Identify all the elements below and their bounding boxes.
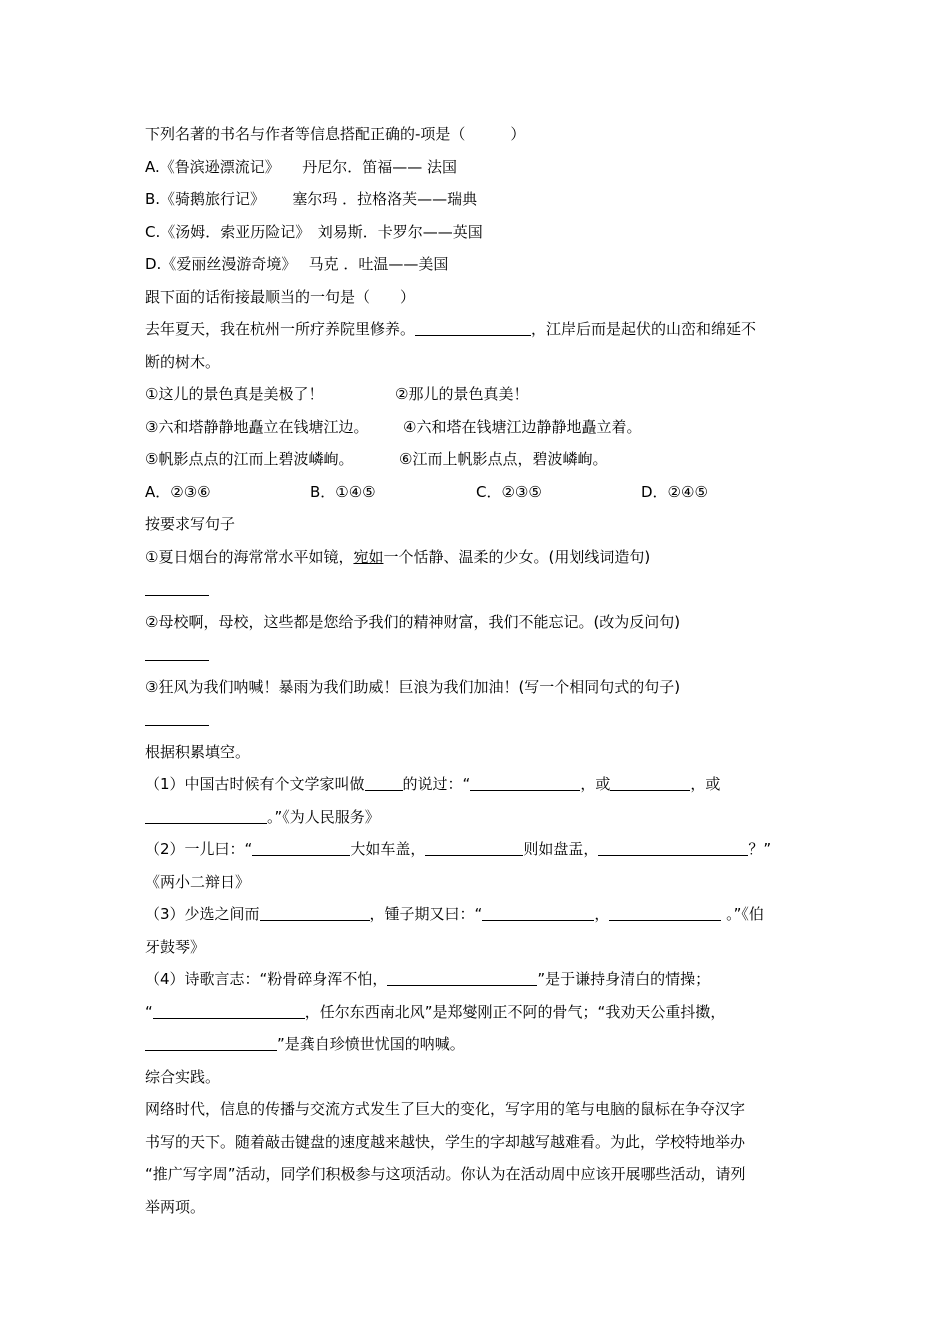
- q2-choice-c: C．②③⑤: [476, 482, 542, 501]
- q1-option-c: C.《汤姆．索亚历险记》 刘易斯．卡罗尔——英国: [145, 222, 483, 241]
- q4-p2-text-b: 大如车盖，: [350, 840, 426, 858]
- q3-s1-part-a: ①夏日烟台的海常常水平如镜，: [145, 547, 354, 566]
- q2-items-row1: [145, 378, 813, 411]
- q2-choices-row: [145, 476, 813, 509]
- q3-stem: 按要求写句子: [145, 515, 236, 533]
- q4-p1-blank-1[interactable]: [365, 772, 403, 791]
- q2-choice-a: A．②③⑥: [145, 482, 211, 501]
- q4-p3-text-d: 。”《伯: [721, 905, 764, 923]
- q3-answer-line-2: [145, 638, 813, 671]
- q4-p2-text-c: 则如盘盂，: [523, 840, 599, 858]
- q4-part4-line3: [145, 1028, 813, 1061]
- q3-answer-blank-1[interactable]: [145, 577, 209, 596]
- q1-stem: 下列名著的书名与作者等信息搭配正确的-项是（ ）: [145, 125, 526, 143]
- q3-answer-line-3: [145, 703, 813, 736]
- q4-p4-blank-1[interactable]: [387, 967, 537, 986]
- q3-sentence-2: ②母校啊，母校，这些都是您给予我们的精神财富，我们不能忘记。(改为反问句): [145, 612, 681, 631]
- q3-answer-line-1: [145, 573, 813, 606]
- q4-part3-line1: [145, 898, 813, 931]
- q4-p4-text-b: ”是于谦持身清白的情操；: [537, 970, 711, 988]
- q1-option-a: A.《鲁滨逊漂流记》 丹尼尔．笛福—— 法国: [145, 157, 458, 176]
- q4-part2-line1: [145, 833, 813, 866]
- q4-p1-text-b: 的说过：“: [402, 775, 471, 793]
- q4-p2-blank-3[interactable]: [598, 837, 748, 856]
- q4-p1-blank-3[interactable]: [610, 772, 690, 791]
- q4-p4-text-d: ，任尔东西南北风”是郑燮刚正不阿的骨气；“我劝天公重抖擞，: [304, 1002, 726, 1021]
- q2-item-2: ②那儿的景色真美！: [395, 385, 529, 403]
- q4-p1-text-c: ，或: [580, 775, 611, 793]
- q4-p1-text-d: ，或: [690, 775, 721, 793]
- q2-passage-a: 去年夏天，我在杭州一所疗养院里修养。: [145, 320, 416, 338]
- q4-p2-text-a: （2）一儿曰：“: [145, 840, 253, 858]
- q4-p3-blank-3[interactable]: [609, 902, 721, 921]
- q4-p1-blank-4[interactable]: [145, 805, 267, 824]
- q4-p4-text-e: ”是龚自珍愤世忧国的呐喊。: [277, 1035, 465, 1053]
- q2-item-6: ⑥江而上帆影点点，碧波嶙峋。: [399, 450, 608, 468]
- q4-p2-blank-2[interactable]: [425, 837, 523, 856]
- q5-paragraph-line1: 网络时代，信息的传播与交流方式发生了巨大的变化，写字用的笔与电脑的鼠标在争夺汉字: [145, 1100, 746, 1118]
- q4-p2-blank-1[interactable]: [252, 837, 350, 856]
- q4-p4-blank-2[interactable]: [153, 1000, 305, 1019]
- q2-answer-blank[interactable]: [415, 317, 531, 336]
- q4-p3-blank-1[interactable]: [260, 902, 370, 921]
- q5-paragraph-line3: “推广写字周”活动，同学们积极参与这项活动。你认为在活动周中应该开展哪些活动，请列: [145, 1165, 746, 1183]
- q2-item-5: ⑤帆影点点的江而上碧波嶙峋。: [145, 450, 354, 468]
- q4-p4-text-c: “: [145, 1002, 153, 1021]
- q4-p3-blank-2[interactable]: [482, 902, 594, 921]
- q2-choice-d: D．②④⑤: [641, 482, 708, 501]
- q4-p3-text-b: ，锺子期又曰：“: [369, 905, 483, 923]
- q4-p3-text-e: 牙鼓琴》: [145, 937, 206, 956]
- q3-s1-part-b: 一个恬静、温柔的少女。(用划线词造句): [383, 547, 651, 566]
- q4-p4-blank-3[interactable]: [145, 1032, 277, 1051]
- q5-stem: 综合实践。: [145, 1067, 221, 1086]
- q1-option-b: B.《骑鹅旅行记》 塞尔玛 ．拉格洛芙——瑞典: [145, 190, 478, 208]
- q4-p1-text-e: 。”《为人民服务》: [267, 807, 380, 826]
- q5-paragraph-line4: 举两项。: [145, 1197, 206, 1216]
- q2-item-3: ③六和塔静静地矗立在钱塘江边。: [145, 417, 369, 436]
- q4-p3-text-c: ，: [594, 905, 610, 923]
- q4-p2-text-d: ？”: [748, 840, 772, 858]
- q3-sentence-3: ③狂风为我们呐喊！暴雨为我们助威！巨浪为我们加油！(写一个相同句式的句子): [145, 677, 681, 696]
- q3-sentence-1: [145, 541, 813, 574]
- q3-answer-blank-3[interactable]: [145, 707, 209, 726]
- q2-stem: 跟下面的话衔接最顺当的一句是（ ）: [145, 287, 416, 306]
- q3-s1-underlined-word: 宛如: [353, 547, 384, 566]
- q2-passage-b: ，江岸后而是起伏的山峦和绵延不: [531, 320, 757, 338]
- q4-p4-text-a: （4）诗歌言志：“粉骨碎身浑不怕，: [145, 970, 388, 988]
- q5-paragraph-line2: 书写的天下。随着敲击键盘的速度越来越快，学生的字却越写越难看。为此，学校特地举办: [145, 1132, 746, 1151]
- q4-p1-blank-2[interactable]: [470, 772, 580, 791]
- q3-answer-blank-2[interactable]: [145, 642, 209, 661]
- q2-choice-b: B．①④⑤: [310, 482, 376, 501]
- q2-items-row3: [145, 443, 813, 476]
- worksheet-page: [145, 118, 813, 1223]
- q4-p3-text-a: （3）少选之间而: [145, 905, 260, 923]
- q2-items-row2: [145, 411, 813, 444]
- q1-option-d: D.《爱丽丝漫游奇境》 马克 ．吐温——美国: [145, 255, 449, 273]
- q2-passage-line1: [145, 313, 813, 346]
- q4-part1-line1: [145, 768, 813, 801]
- q4-stem: 根据积累填空。: [145, 742, 251, 761]
- q4-part1-line2: [145, 801, 813, 834]
- q2-item-4: ④六和塔在钱塘江边静静地矗立着。: [403, 417, 642, 436]
- q4-p2-text-e: 《两小二辩日》: [145, 872, 251, 891]
- q4-part4-line1: [145, 963, 813, 996]
- q2-passage-c: 断的树木。: [145, 352, 221, 371]
- q2-item-1: ①这儿的景色真是美极了！: [145, 385, 324, 403]
- q4-p1-text-a: （1）中国古时候有个文学家叫做: [145, 775, 365, 793]
- q4-part4-line2: [145, 996, 813, 1029]
